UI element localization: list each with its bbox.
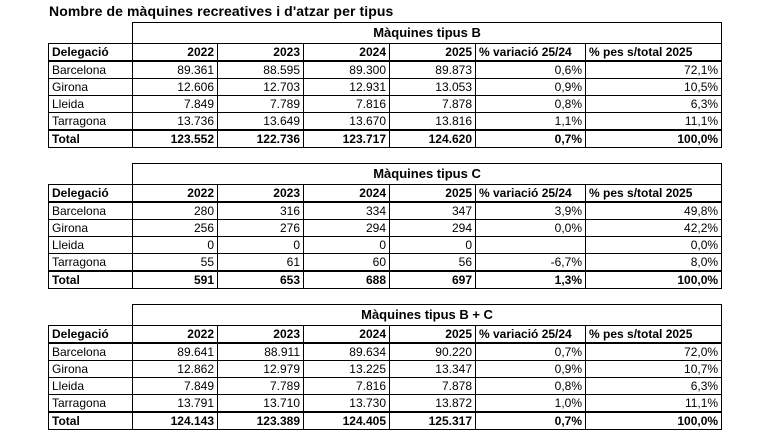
cell-weight: 42,2% [586, 220, 722, 237]
cell-variation: 0,7% [476, 412, 586, 430]
cell-variation: 1,0% [476, 395, 586, 413]
cell-weight: 49,8% [586, 202, 722, 220]
table-row [49, 61, 722, 79]
table-row [49, 79, 722, 96]
row-name: Tarragona [49, 395, 133, 413]
cell-2022: 55 [133, 254, 218, 272]
table-title: Màquines tipus B + C [133, 305, 722, 326]
row-name: Total [49, 271, 133, 289]
table-machines-type-c [48, 163, 722, 289]
cell-2025: 697 [390, 271, 476, 289]
col-header-variation: % variació 25/24 [476, 185, 586, 203]
cell-2024: 7.816 [304, 96, 390, 113]
cell-2022: 13.791 [133, 395, 218, 413]
table-title: Màquines tipus B [133, 23, 722, 44]
cell-variation [476, 237, 586, 254]
cell-weight: 100,0% [586, 412, 722, 430]
cell-variation: 3,9% [476, 202, 586, 220]
cell-2022: 256 [133, 220, 218, 237]
cell-2024: 60 [304, 254, 390, 272]
table-row [49, 395, 722, 413]
cell-2025: 124.620 [390, 130, 476, 148]
cell-2025: 7.878 [390, 96, 476, 113]
cell-2024: 12.931 [304, 79, 390, 96]
cell-2023: 88.911 [218, 343, 304, 361]
cell-2024: 13.670 [304, 113, 390, 131]
col-header-2024: 2024 [304, 326, 390, 344]
row-name: Tarragona [49, 254, 133, 272]
col-header-2025: 2025 [390, 326, 476, 344]
col-header-delegacio: Delegació [49, 44, 133, 62]
cell-weight: 6,3% [586, 378, 722, 395]
col-header-2023: 2023 [218, 44, 304, 62]
col-header-2025: 2025 [390, 44, 476, 62]
cell-weight: 72,1% [586, 61, 722, 79]
row-name: Barcelona [49, 202, 133, 220]
cell-weight: 6,3% [586, 96, 722, 113]
cell-2022: 12.606 [133, 79, 218, 96]
cell-2023: 61 [218, 254, 304, 272]
cell-weight: 10,7% [586, 361, 722, 378]
row-name: Barcelona [49, 343, 133, 361]
total-row [49, 130, 722, 148]
header-row [49, 185, 722, 203]
table-row [49, 220, 722, 237]
cell-variation: -6,7% [476, 254, 586, 272]
cell-2022: 89.641 [133, 343, 218, 361]
cell-weight: 100,0% [586, 271, 722, 289]
table-title: Màquines tipus C [133, 164, 722, 185]
row-name: Lleida [49, 378, 133, 395]
cell-2025: 347 [390, 202, 476, 220]
cell-weight: 8,0% [586, 254, 722, 272]
cell-2022: 7.849 [133, 378, 218, 395]
cell-variation: 0,7% [476, 343, 586, 361]
cell-2023: 12.703 [218, 79, 304, 96]
cell-2022: 124.143 [133, 412, 218, 430]
cell-2025: 13.872 [390, 395, 476, 413]
row-name: Total [49, 412, 133, 430]
table-machines-type-b-plus-c [48, 304, 722, 430]
cell-2024: 13.225 [304, 361, 390, 378]
cell-weight: 0,0% [586, 237, 722, 254]
cell-2023: 123.389 [218, 412, 304, 430]
cell-2022: 123.552 [133, 130, 218, 148]
cell-2022: 12.862 [133, 361, 218, 378]
table-corner-blank [49, 164, 133, 185]
cell-2024: 688 [304, 271, 390, 289]
cell-2022: 7.849 [133, 96, 218, 113]
col-header-2024: 2024 [304, 185, 390, 203]
cell-2023: 0 [218, 237, 304, 254]
row-name: Girona [49, 361, 133, 378]
cell-weight: 100,0% [586, 130, 722, 148]
cell-2025: 13.053 [390, 79, 476, 96]
cell-2024: 0 [304, 237, 390, 254]
col-header-variation: % variació 25/24 [476, 44, 586, 62]
table-row [49, 378, 722, 395]
cell-2023: 7.789 [218, 96, 304, 113]
cell-weight: 11,1% [586, 113, 722, 131]
cell-2025: 125.317 [390, 412, 476, 430]
cell-2023: 276 [218, 220, 304, 237]
row-name: Lleida [49, 237, 133, 254]
col-header-2025: 2025 [390, 185, 476, 203]
table-row [49, 254, 722, 272]
total-row [49, 412, 722, 430]
header-row [49, 326, 722, 344]
cell-variation: 0,8% [476, 96, 586, 113]
col-header-delegacio: Delegació [49, 326, 133, 344]
cell-2023: 653 [218, 271, 304, 289]
cell-2022: 591 [133, 271, 218, 289]
col-header-2022: 2022 [133, 326, 218, 344]
col-header-variation: % variació 25/24 [476, 326, 586, 344]
row-name: Barcelona [49, 61, 133, 79]
cell-variation: 0,9% [476, 79, 586, 96]
cell-2022: 89.361 [133, 61, 218, 79]
cell-2024: 124.405 [304, 412, 390, 430]
cell-2023: 13.649 [218, 113, 304, 131]
col-header-weight: % pes s/total 2025 [586, 44, 722, 62]
table-row [49, 202, 722, 220]
cell-2024: 89.634 [304, 343, 390, 361]
col-header-2023: 2023 [218, 326, 304, 344]
cell-2024: 123.717 [304, 130, 390, 148]
cell-2025: 56 [390, 254, 476, 272]
cell-2025: 294 [390, 220, 476, 237]
table-row [49, 361, 722, 378]
cell-2025: 13.816 [390, 113, 476, 131]
table-corner-blank [49, 23, 133, 44]
col-header-delegacio: Delegació [49, 185, 133, 203]
cell-2022: 0 [133, 237, 218, 254]
cell-weight: 72,0% [586, 343, 722, 361]
header-row [49, 44, 722, 62]
cell-2025: 90.220 [390, 343, 476, 361]
cell-2023: 88.595 [218, 61, 304, 79]
cell-2024: 334 [304, 202, 390, 220]
cell-variation: 0,8% [476, 378, 586, 395]
col-header-2024: 2024 [304, 44, 390, 62]
cell-2025: 7.878 [390, 378, 476, 395]
cell-2023: 12.979 [218, 361, 304, 378]
cell-weight: 10,5% [586, 79, 722, 96]
cell-variation: 0,6% [476, 61, 586, 79]
col-header-2022: 2022 [133, 185, 218, 203]
row-name: Tarragona [49, 113, 133, 131]
cell-2024: 89.300 [304, 61, 390, 79]
table-row [49, 343, 722, 361]
col-header-weight: % pes s/total 2025 [586, 185, 722, 203]
cell-2022: 280 [133, 202, 218, 220]
cell-variation: 1,1% [476, 113, 586, 131]
table-corner-blank [49, 305, 133, 326]
cell-2023: 7.789 [218, 378, 304, 395]
row-name: Girona [49, 79, 133, 96]
cell-2024: 7.816 [304, 378, 390, 395]
cell-2025: 0 [390, 237, 476, 254]
table-machines-type-b [48, 22, 722, 148]
table-row [49, 96, 722, 113]
cell-variation: 1,3% [476, 271, 586, 289]
cell-2024: 294 [304, 220, 390, 237]
cell-variation: 0,0% [476, 220, 586, 237]
cell-2024: 13.730 [304, 395, 390, 413]
cell-weight: 11,1% [586, 395, 722, 413]
table-row [49, 237, 722, 254]
cell-variation: 0,9% [476, 361, 586, 378]
cell-2023: 13.710 [218, 395, 304, 413]
row-name: Girona [49, 220, 133, 237]
cell-2025: 89.873 [390, 61, 476, 79]
row-name: Total [49, 130, 133, 148]
total-row [49, 271, 722, 289]
cell-2023: 122.736 [218, 130, 304, 148]
page-title: Nombre de màquines recreatives i d'atzar per tipus [49, 3, 394, 19]
cell-2022: 13.736 [133, 113, 218, 131]
table-row [49, 113, 722, 131]
col-header-2023: 2023 [218, 185, 304, 203]
cell-2023: 316 [218, 202, 304, 220]
row-name: Lleida [49, 96, 133, 113]
cell-variation: 0,7% [476, 130, 586, 148]
col-header-2022: 2022 [133, 44, 218, 62]
cell-2025: 13.347 [390, 361, 476, 378]
col-header-weight: % pes s/total 2025 [586, 326, 722, 344]
